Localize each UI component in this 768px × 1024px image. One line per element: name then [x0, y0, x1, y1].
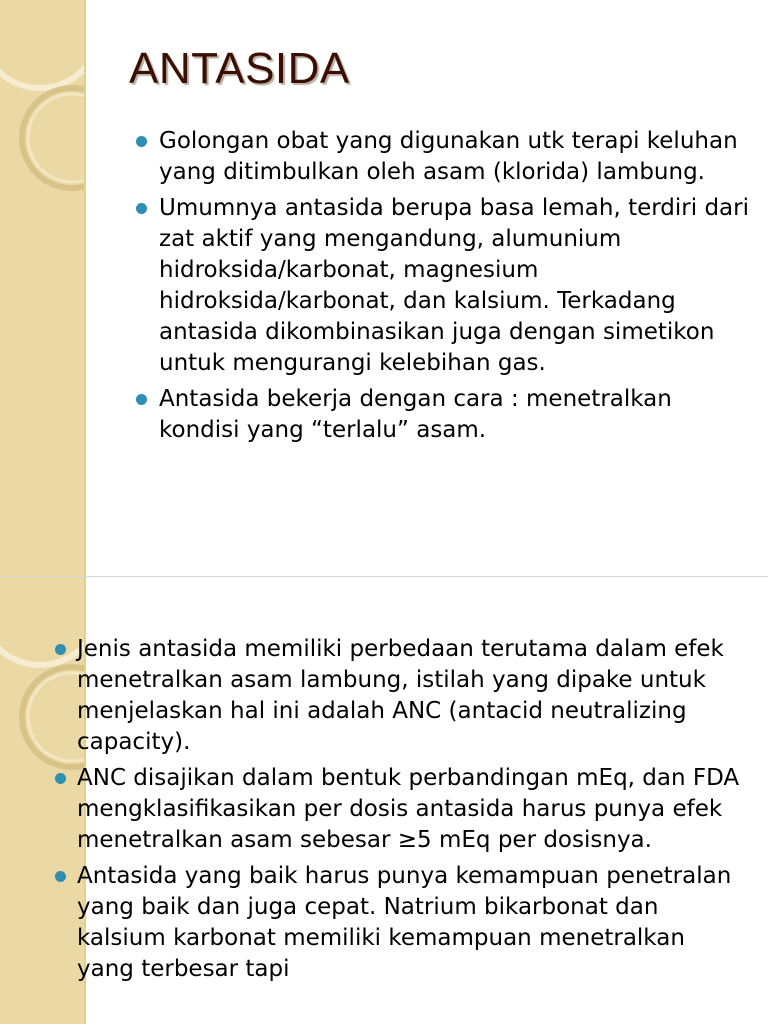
slide-title: ANTASIDA [129, 44, 350, 93]
bullet-text: Golongan obat yang digunakan utk terapi keluhan yang ditimbulkan oleh asam (klorida) lambung. [159, 128, 738, 185]
list-item [77, 634, 747, 758]
bullet-text: Antasida yang baik harus punya kemampuan penetralan yang baik dan juga cepat. Natrium bikarbonat dan kalsium karbonat memiliki kemampuan menetralkan yang terbesar tapi [77, 863, 732, 982]
bullet-dot-icon [55, 871, 66, 882]
bullet-text: ANC disajikan dalam bentuk perbandingan mEq, dan FDA mengklasifikasikan per dosis antasida harus punya efek menetralkan asam sebesar ≥5 mEq per dosisnya. [77, 765, 740, 853]
slide-2 [0, 577, 768, 1024]
bullet-text: Umumnya antasida berupa basa lemah, terdiri dari zat aktif yang mengandung, alumunium hidroksida/karbonat, magnesium hidroksida/karbonat, dan kalsium. Terkadang antasida dikombinasikan juga dengan simetikon untuk mengurangi kelebihan gas. [159, 195, 749, 376]
bullet-text: Jenis antasida memiliki perbedaan terutama dalam efek menetralkan asam lambung, istilah yang dipake untuk menjelaskan hal ini adalah ANC (antacid neutralizing capacity). [77, 636, 724, 755]
bullet-dot-icon [55, 773, 66, 784]
list-item [159, 384, 749, 446]
list-item [159, 193, 749, 379]
bullet-dot-icon [136, 203, 147, 214]
bullet-dot-icon [136, 394, 147, 405]
decorative-side-strip [0, 577, 86, 1024]
circle-ornament-icon [0, 577, 84, 1024]
circle-ornament-icon [0, 0, 84, 576]
bullet-text: Antasida bekerja dengan cara : menetralkan kondisi yang “terlalu” asam. [159, 386, 672, 443]
list-item [159, 126, 749, 188]
list-item [77, 763, 747, 856]
bullet-list [77, 634, 747, 990]
bullet-dot-icon [55, 644, 66, 655]
bullet-dot-icon [136, 136, 147, 147]
bullet-list [159, 126, 749, 451]
list-item [77, 861, 747, 985]
decorative-side-strip [0, 0, 86, 576]
